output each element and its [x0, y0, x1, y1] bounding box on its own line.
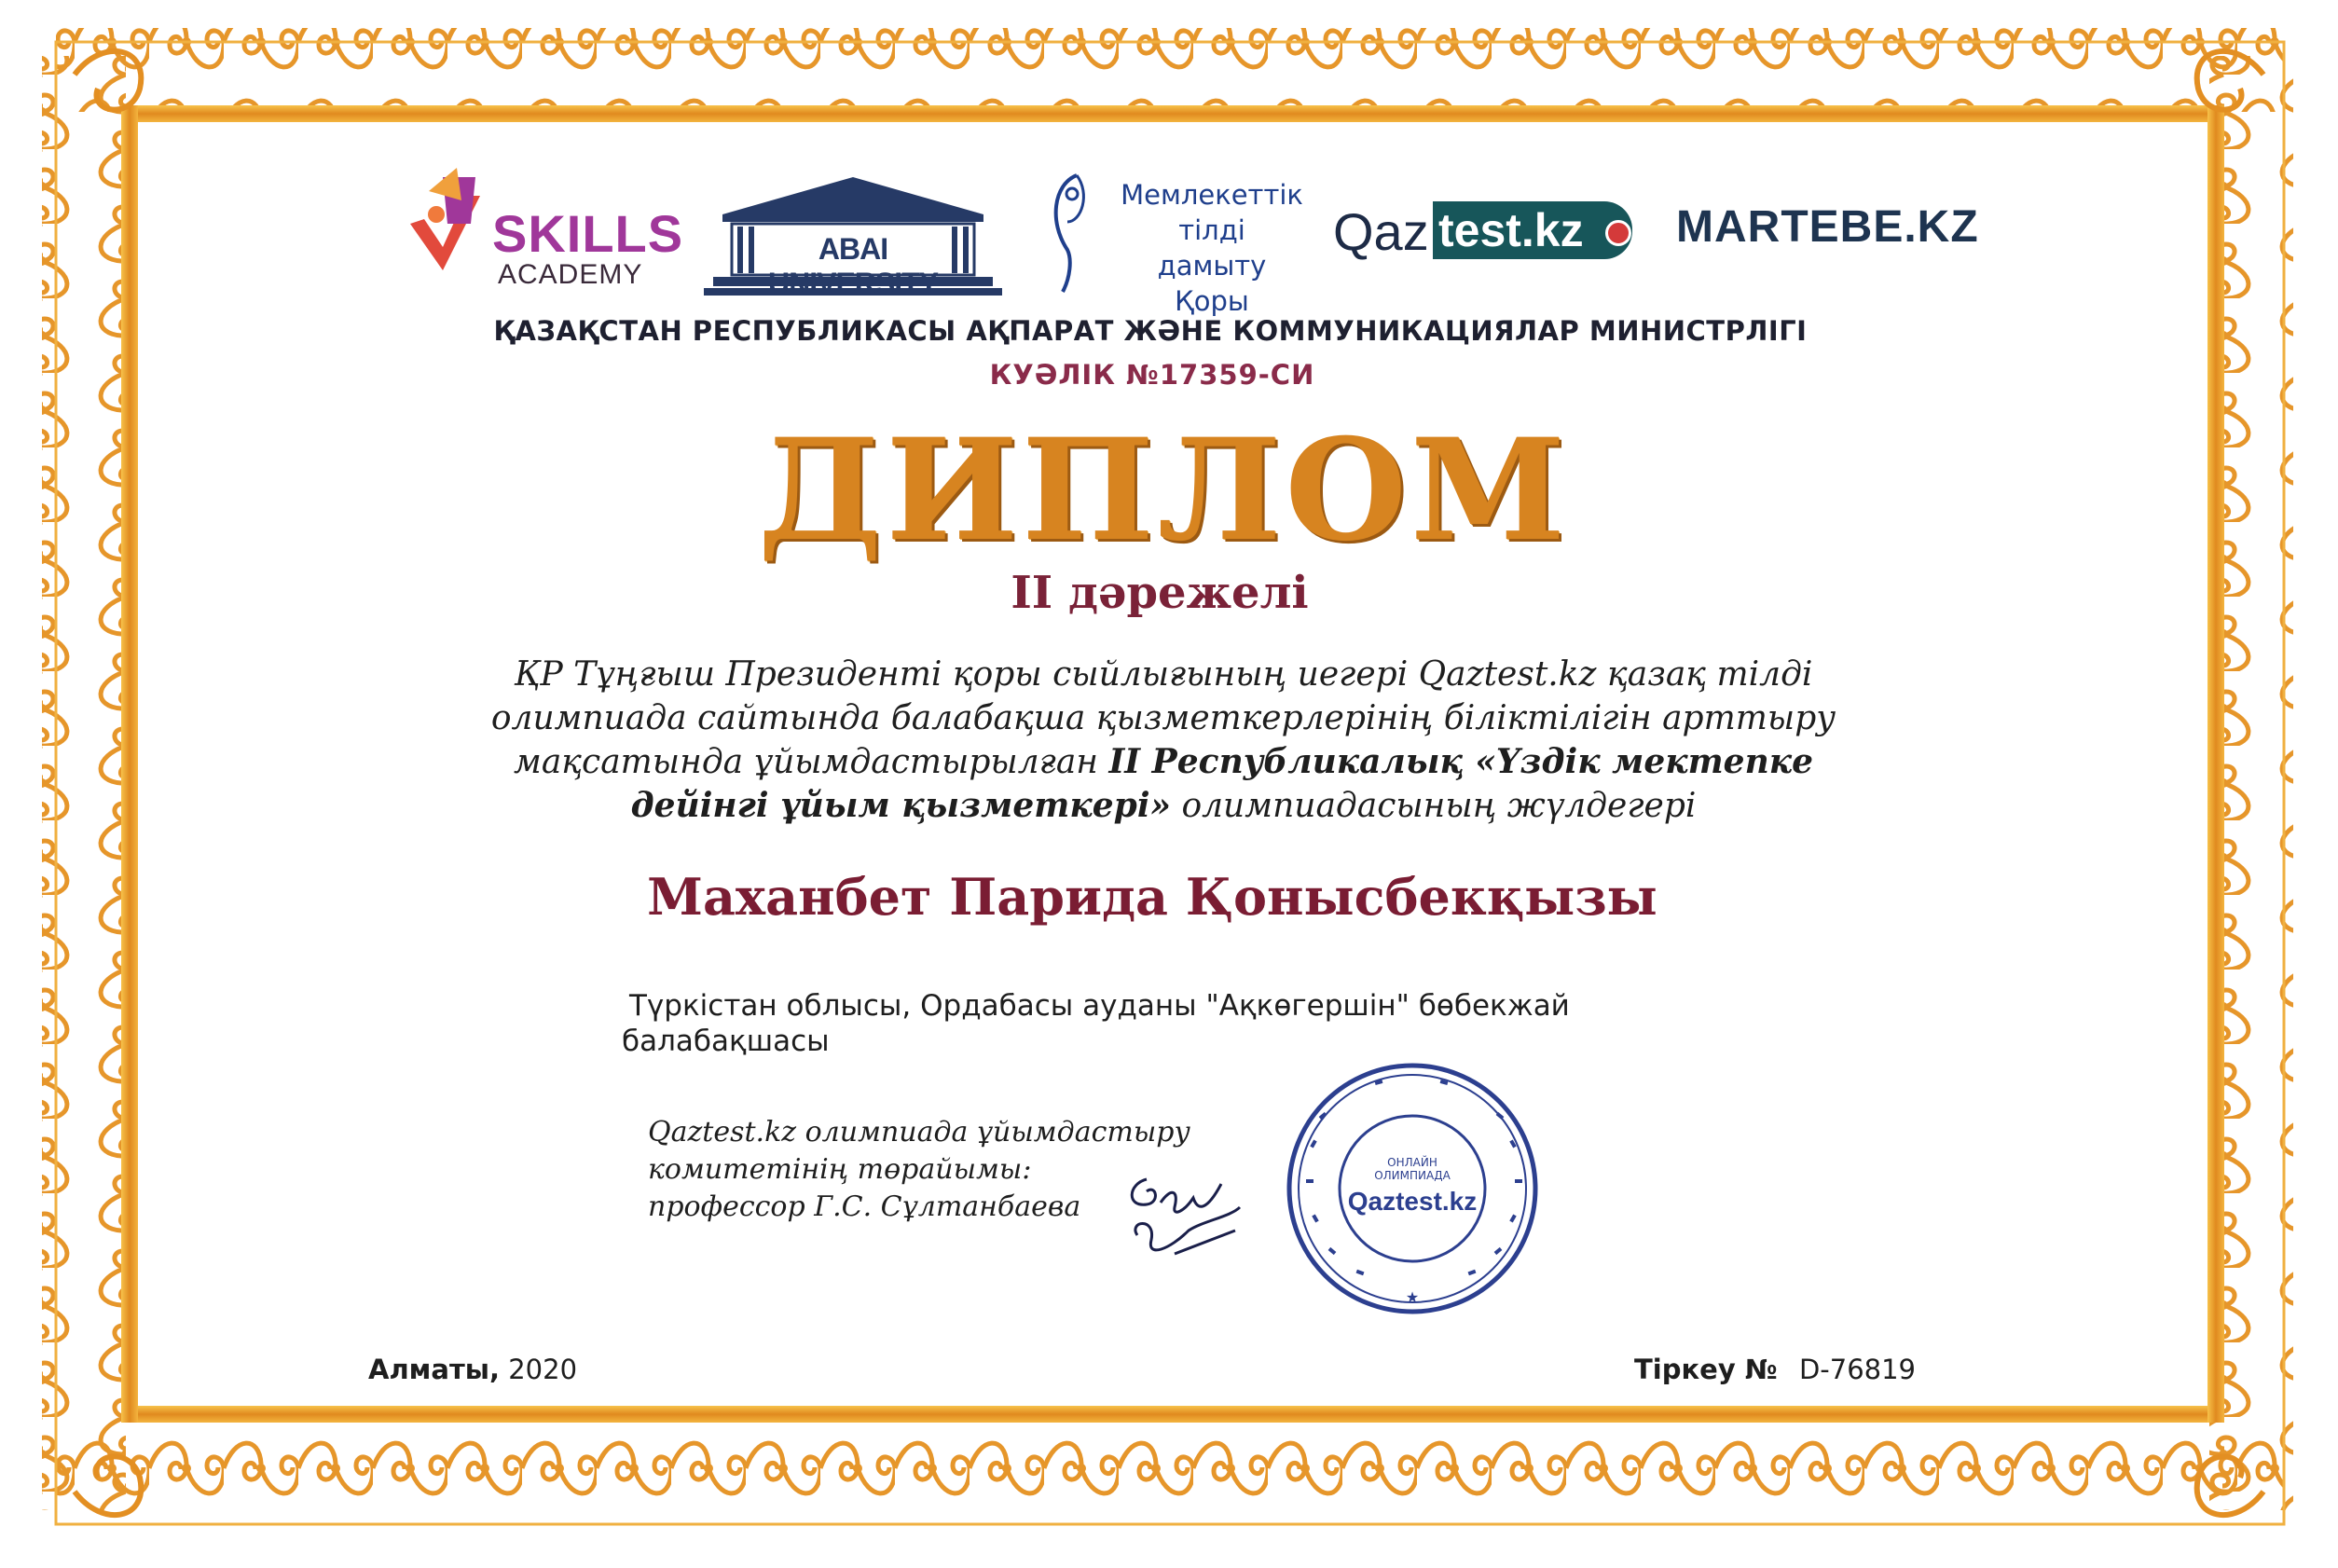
olympiad-name: II Республикалық «Үздік мектепке [1108, 742, 1814, 781]
diploma-title: ДИПЛОМ [757, 408, 1570, 572]
skills-academy-subtitle: ACADEMY [498, 259, 643, 290]
language-fund-line1: Мемлекеттік [1121, 179, 1303, 211]
skills-academy-title: SKILLS [492, 204, 684, 263]
skills-academy-logo [392, 158, 684, 308]
registration-number-block [1634, 1354, 1916, 1385]
ministry-title: ҚАЗАҚСТАН РЕСПУБЛИКАСЫ АҚПАРАТ ЖӘНЕ КОММУНИКАЦИЯЛАР МИНИСТРЛІГІ [493, 315, 1808, 347]
quill-icon [1044, 166, 1100, 296]
stamp-center [1328, 1156, 1496, 1217]
recipient-organization [622, 988, 1748, 1059]
description-text: олимпиадасының жүлдегері [1171, 787, 1697, 825]
chair-line3: профессор Г.С. Сұлтанбаева [648, 1190, 1081, 1223]
chair-line2: комитетінің төрайымы: [648, 1153, 1032, 1186]
stamp-small-line2: ОЛИМПИАДА [1374, 1169, 1451, 1182]
record-dot-icon [1605, 220, 1631, 246]
recipient-name: Маханбет Парида Қонысбекқызы [647, 867, 1657, 927]
license-number: КУӘЛІК №17359-СИ [989, 359, 1315, 391]
organization-line2: балабақшасы [622, 1025, 830, 1058]
description-line [0, 740, 2332, 784]
martebe-logo: MARTEBE.KZ [1676, 202, 1979, 252]
registration-label: Тіркеу № [1634, 1354, 1778, 1385]
issue-city: Алматы, [368, 1354, 501, 1385]
qaztest-logo-boxed: test.kz [1433, 201, 1632, 259]
qaztest-logo-prefix: Qaz [1333, 202, 1429, 261]
language-fund-line2: тілді [1178, 214, 1245, 246]
svg-text:★: ★ [1405, 1288, 1420, 1306]
olympiad-name-continued: дейінгі ұйым қызметкері» [630, 786, 1172, 825]
skills-academy-emblem-icon [392, 158, 494, 308]
diploma-degree: II дәрежелі [1011, 567, 1309, 619]
language-fund-logo [1044, 166, 1314, 317]
description-line: ҚР Тұңғыш Президенті қоры сыйлығының иегері Qaztest.kz қазақ тілді [514, 655, 1813, 694]
stamp-small-line1: ОНЛАЙН [1387, 1156, 1437, 1169]
organization-line1: Түркістан облысы, Ордабасы ауданы "Ақкөгершін" бөбекжай [629, 989, 1570, 1023]
stamp-main-text: Qaztest.kz [1347, 1187, 1478, 1216]
committee-chair-block [648, 1114, 1190, 1226]
description-text: мақсатында ұйымдастырылған [513, 743, 1109, 781]
issue-year: 2020 [508, 1354, 578, 1385]
issue-place-date [368, 1354, 577, 1385]
chair-line1: Qaztest.kz олимпиада ұйымдастыру [648, 1116, 1190, 1148]
language-fund-line3: дамыту Қоры [1157, 250, 1267, 317]
registration-number: D-76819 [1798, 1354, 1917, 1385]
handwritten-signature [1119, 1165, 1258, 1268]
abai-university-logo [704, 172, 1002, 298]
description-line [0, 784, 2332, 828]
award-description [0, 653, 2332, 828]
qaztest-logo [1333, 198, 1631, 263]
description-line: олимпиада сайтында балабақша қызметкерлерінің біліктілігін арттыру [490, 699, 1836, 737]
abai-university-name: ABAI UNIVERSITY [767, 232, 939, 300]
